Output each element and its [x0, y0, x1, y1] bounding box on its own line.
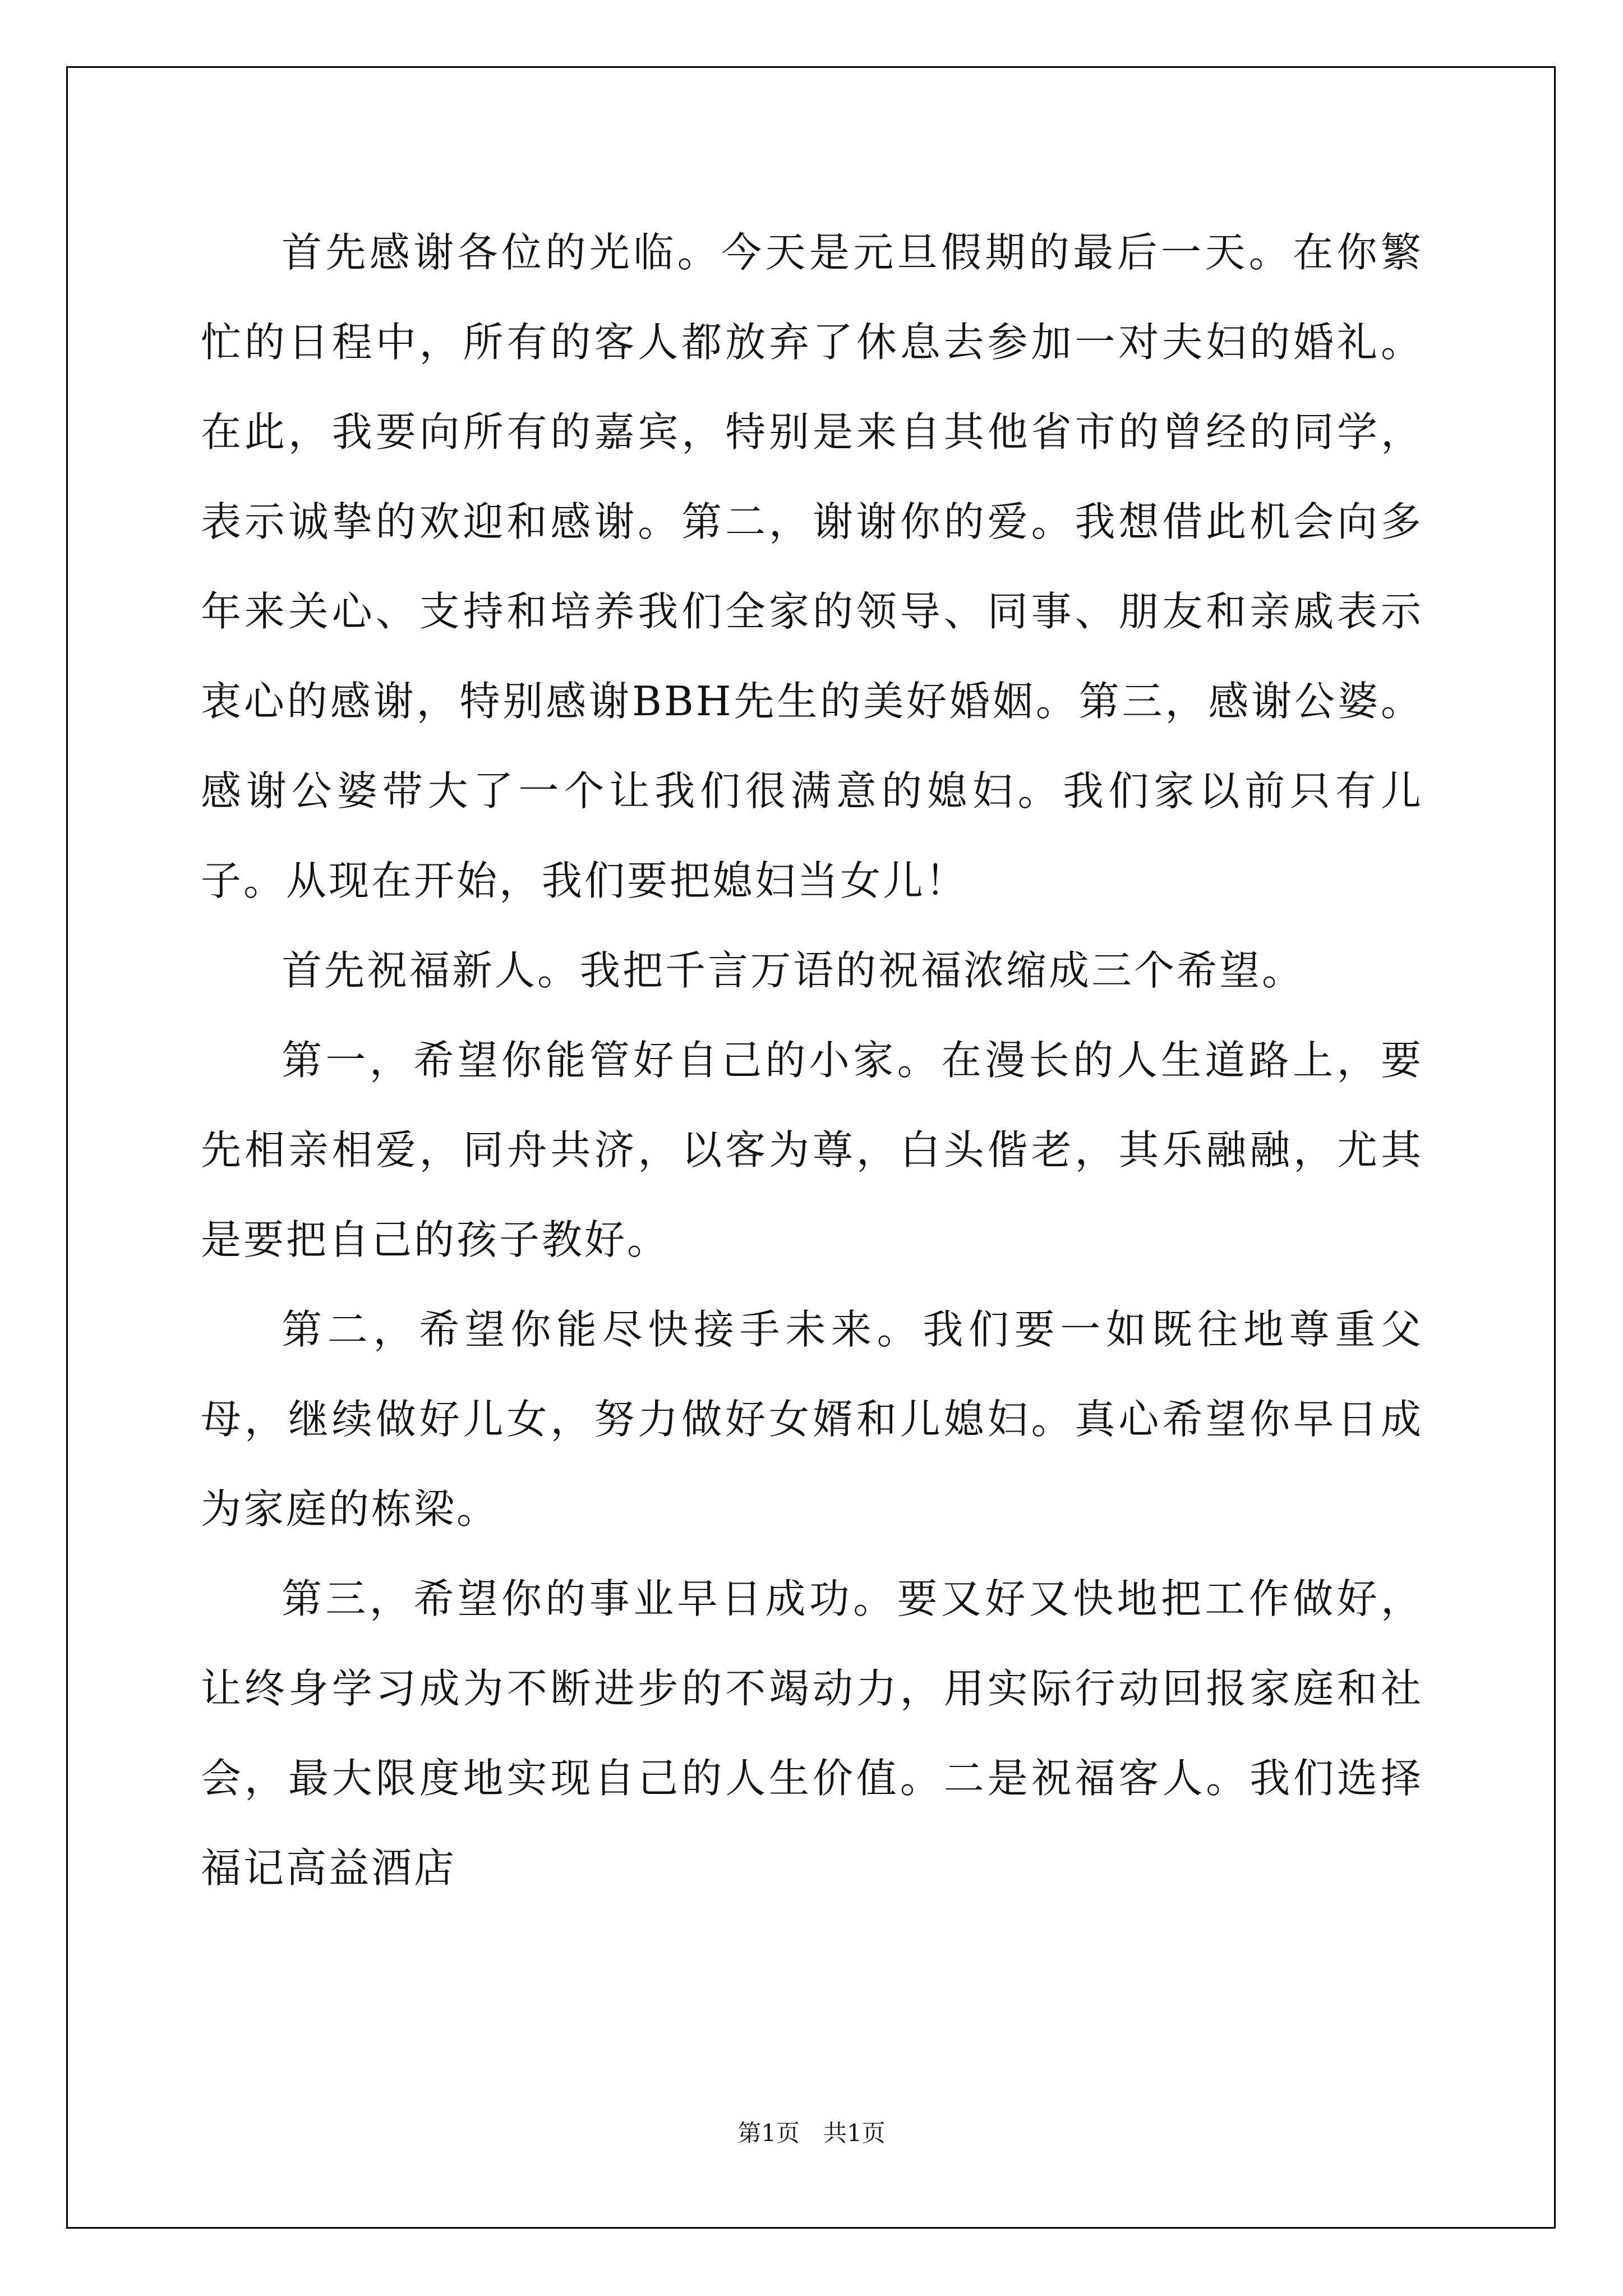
paragraph-4: 第二，希望你能尽快接手未来。我们要一如既往地尊重父母，继续做好儿女，努力做好女婿和儿媳妇。真心希望你早日成为家庭的栋梁。: [201, 1306, 1423, 1533]
paragraph-5: 第三，希望你的事业早日成功。要又好又快地把工作做好，让终身学习成为不断进步的不竭动力，用实际行动回报家庭和社会，最大限度地实现自己的人生价值。二是祝福客人。我们选择福记高益酒店: [201, 1575, 1423, 1892]
document-body: [201, 208, 1423, 1913]
paragraph-1: 首先感谢各位的光临。今天是元旦假期的最后一天。在你繁忙的日程中，所有的客人都放弃了休息去参加一对夫妇的婚礼。在此，我要向所有的嘉宾，特别是来自其他省市的曾经的同学，表示诚挚的欢迎和感谢。第二，谢谢你的爱。我想借此机会向多年来关心、支持和培养我们全家的领导、同事、朋友和亲戚表示衷心的感谢，特别感谢BBH先生的美好婚姻。第三，感谢公婆。感谢公婆带大了一个让我们很满意的媳妇。我们家以前只有儿子。从现在开始，我们要把媳妇当女儿！: [201, 229, 1423, 904]
page-footer: 第1页 共1页: [737, 2119, 886, 2147]
paragraph-2: 首先祝福新人。我把千言万语的祝福浓缩成三个希望。: [282, 947, 1305, 994]
paragraph-3: 第一，希望你能管好自己的小家。在漫长的人生道路上，要先相亲相爱，同舟共济，以客为尊，白头偕老，其乐融融，尤其是要把自己的孩子教好。: [201, 1037, 1423, 1263]
